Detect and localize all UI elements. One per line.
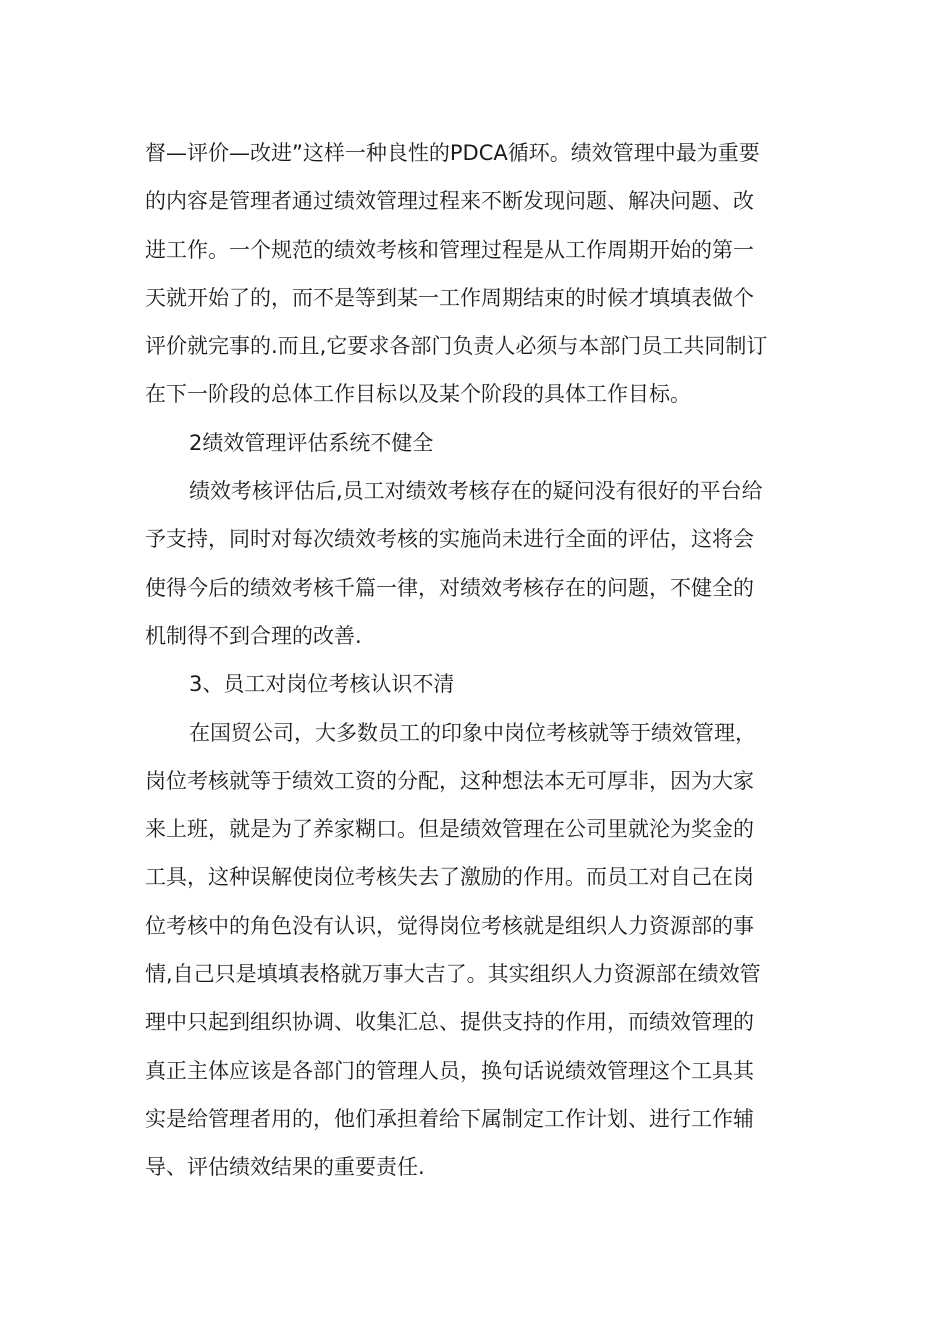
text-line: 来上班，就是为了养家糊口。但是绩效管理在公司里就沦为奖金的 — [145, 817, 754, 842]
text-line: 在下一阶段的总体工作目标以及某个阶段的具体工作目标。 — [145, 382, 691, 407]
text-line: 工具，这种误解使岗位考核失去了激励的作用。而员工对自己在岗 — [145, 865, 754, 890]
text-line: 机制得不到合理的改善. — [145, 623, 362, 648]
text-line: 督—评价—改进”这样一种良性的PDCA循环。绩效管理中最为重要 — [145, 141, 760, 165]
section-heading: 2绩效管理评估系统不健全 — [189, 430, 434, 455]
text-line: 天就开始了的，而不是等到某一工作周期结束的时候才填填表做个 — [145, 285, 754, 310]
text-line: 导、评估绩效结果的重要责任. — [145, 1155, 425, 1180]
text-line: 位考核中的角色没有认识，觉得岗位考核就是组织人力资源部的事 — [145, 913, 754, 938]
text-line: 实是给管理者用的，他们承担着给下属制定工作计划、进行工作辅 — [145, 1106, 754, 1131]
text-line: 使得今后的绩效考核千篇一律，对绩效考核存在的问题，不健全的 — [145, 575, 754, 600]
text-line: 予支持，同时对每次绩效考核的实施尚未进行全面的评估，这将会 — [145, 527, 754, 552]
text-line: 绩效考核评估后,员工对绩效考核存在的疑问没有很好的平台给 — [189, 479, 763, 504]
text-line: 的内容是管理者通过绩效管理过程来不断发现问题、解决问题、改 — [145, 189, 754, 214]
text-line: 在国贸公司，大多数员工的印象中岗位考核就等于绩效管理， — [189, 720, 756, 745]
text-line: 进工作。一个规范的绩效考核和管理过程是从工作周期开始的第一 — [145, 237, 754, 262]
text-line: 评价就完事的.而且,它要求各部门负责人必须与本部门员工共同制订 — [145, 334, 768, 359]
text-line: 理中只起到组织协调、收集汇总、提供支持的作用，而绩效管理的 — [145, 1010, 754, 1035]
section-heading: 3、员工对岗位考核认识不清 — [189, 672, 455, 697]
text-line: 情,自己只是填填表格就万事大吉了。其实组织人力资源部在绩效管 — [145, 962, 761, 987]
text-line: 岗位考核就等于绩效工资的分配，这种想法本无可厚非，因为大家 — [145, 768, 754, 793]
text-line: 真正主体应该是各部门的管理人员，换句话说绩效管理这个工具其 — [145, 1058, 754, 1083]
document-body — [145, 129, 805, 1192]
